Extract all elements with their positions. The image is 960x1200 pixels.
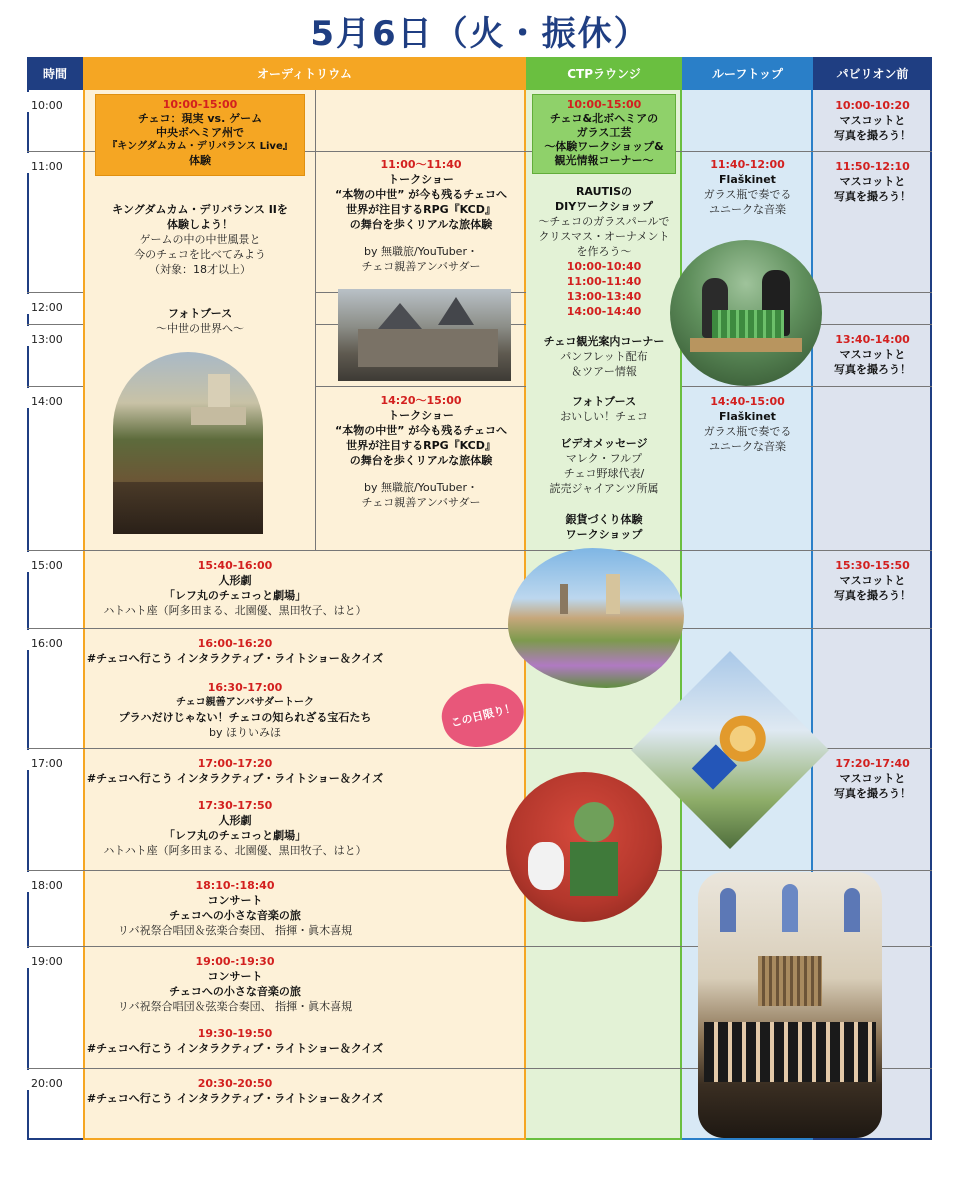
row-line [27, 386, 83, 387]
amb-time: 16:30-17:00 [207, 681, 283, 694]
concert2-name: チェコへの小さな音楽の旅 [169, 985, 301, 998]
puppet1-time: 15:40-16:00 [197, 559, 273, 572]
talk2-by: チェコ親善アンバサダー [361, 496, 481, 509]
puppet2-name: 「レフ丸のチェコっと劇場」 [163, 829, 307, 842]
flaskinet2-time: 14:40-15:00 [710, 395, 785, 408]
flaskinet2-desc: ガラス瓶で奏でる [703, 425, 792, 438]
rautis-slot: 14:00-14:40 [566, 305, 642, 318]
talk2-title: トークショー [388, 409, 454, 422]
medieval-photo-booth [85, 300, 315, 336]
talk-show-2 [316, 389, 526, 510]
video-desc: マレク・フルプ [565, 452, 643, 465]
rautis-desc: 〜チェコのガラスパールで [538, 215, 670, 228]
medieval-village-photo [113, 352, 263, 534]
puppet-show-1 [85, 552, 385, 618]
table-shape [690, 338, 802, 352]
ctp-booth-sub: おいしい！チェコ [560, 410, 648, 423]
puppet1-name: 「レフ丸のチェコっと劇場」 [163, 589, 307, 602]
concert2-time: 19:00-:19:30 [195, 955, 275, 968]
kcd2-experience [85, 196, 315, 277]
row-line [27, 628, 932, 629]
glass-craft-time: 10:00-15:00 [566, 98, 642, 111]
light-show-4 [85, 1070, 385, 1106]
light2-title: #チェコへ行こう インタラクティブ・ライトショー＆クイズ [86, 772, 384, 785]
time-1800: 18:00 [27, 872, 83, 892]
concert-2 [85, 948, 385, 1014]
light3-time: 19:30-19:50 [197, 1027, 273, 1040]
kcd-live-line: チェコ：現実 vs. ゲーム [137, 112, 263, 125]
talk2-time: 14:20〜15:00 [380, 394, 462, 407]
time-1900: 19:00 [27, 948, 83, 968]
kcd-live-line: 『キングダムカム・デリバランス Live』 [107, 141, 293, 152]
header-time: 時間 [27, 57, 83, 90]
talk2-line: “本物の中世” が今も残るチェコへ [335, 424, 507, 437]
bottles-shape [712, 310, 784, 338]
glass-craft-line: チェコ&北ボヘミアの [549, 112, 659, 125]
silver-title: ワークショップ [565, 528, 643, 541]
mascot-photo-3 [813, 326, 932, 377]
row-line [27, 292, 83, 293]
mascot-photo-1 [813, 92, 932, 143]
church-concert-photo [698, 872, 882, 1138]
castle-walls-shape [358, 329, 498, 367]
light4-time: 20:30-20:50 [197, 1077, 273, 1090]
concert1-time: 18:10-:18:40 [195, 879, 275, 892]
info-desc: ＆ツアー情報 [571, 365, 637, 378]
puppets-photo [506, 772, 662, 922]
ambassador-talk [85, 674, 405, 740]
talk1-by: by 無職旅/YouTuber・ [364, 245, 478, 258]
concert1-title: コンサート [207, 894, 263, 907]
rautis-desc: クリスマス・オーナメント [538, 230, 670, 243]
mascot3-line: マスコットと [839, 348, 906, 361]
kcd-live-line: 体験 [189, 154, 211, 167]
time-2000: 20:00 [27, 1070, 83, 1090]
glass-craft-line: 観光情報コーナー〜 [554, 154, 654, 167]
tourism-info-corner [526, 328, 682, 379]
castle-wall-shape [191, 407, 246, 425]
crowd-shape [113, 482, 263, 534]
ctp-photo-booth [526, 388, 682, 424]
light1-time: 16:00-16:20 [197, 637, 273, 650]
talk1-by: チェコ親善アンバサダー [361, 260, 481, 273]
mascot5-line: 写真を撮ろう！ [834, 787, 911, 800]
info-desc: パンフレット配布 [560, 350, 648, 363]
ctp-booth-title: フォトブース [571, 395, 637, 408]
glass-craft-line: ガラス工芸 [576, 126, 632, 139]
time-1400: 14:00 [27, 388, 83, 408]
light-show-3 [85, 1020, 385, 1056]
amb-subtitle: プラハだけじゃない！チェコの知られざる宝石たち [118, 711, 372, 724]
talk1-line: の舞台を歩くリアルな旅体験 [349, 218, 493, 231]
header-pavilion: パビリオン前 [813, 57, 932, 90]
flaskinet-musicians-photo [670, 240, 822, 386]
church-window-shape [720, 888, 736, 932]
kcd2-desc: ゲームの中の中世風景と [139, 233, 261, 246]
light2-time: 17:00-17:20 [197, 757, 273, 770]
castle-tower-shape [606, 574, 620, 614]
puppet-green-body-shape [570, 842, 618, 896]
row-line [27, 550, 932, 551]
rautis-title: DIYワークショップ [555, 200, 653, 213]
header-auditorium: オーディトリウム [83, 57, 526, 90]
mascot3-time: 13:40-14:00 [835, 333, 910, 346]
czech-town-photo [508, 548, 684, 688]
mascot3-line: 写真を撮ろう！ [834, 363, 911, 376]
castle-courtyard-photo [338, 289, 511, 381]
mascot2-line: マスコットと [839, 175, 906, 188]
light4-title: #チェコへ行こう インタラクティブ・ライトショー＆クイズ [86, 1092, 384, 1105]
flaskinet1-desc: ガラス瓶で奏でる [703, 188, 792, 201]
rautis-slot: 13:00-13:40 [566, 290, 642, 303]
light3-title: #チェコへ行こう インタラクティブ・ライトショー＆クイズ [86, 1042, 384, 1055]
flaskinet1-name: Flaškinet [719, 173, 776, 186]
video-title: ビデオメッセージ [560, 437, 648, 450]
mascot1-line: マスコットと [839, 114, 906, 127]
talk1-line: 世界が注目するRPG『KCD』 [346, 203, 496, 216]
row-line [682, 386, 932, 387]
light1-title: #チェコへ行こう インタラクティブ・ライトショー＆クイズ [86, 652, 384, 665]
light-show-2 [85, 750, 385, 786]
video-desc: 読売ジャイアンツ所属 [549, 482, 659, 495]
flaskinet2-name: Flaškinet [719, 410, 776, 423]
concert2-title: コンサート [207, 970, 263, 983]
booth-title: フォトブース [167, 307, 233, 320]
talk2-line: 世界が注目するRPG『KCD』 [346, 439, 496, 452]
time-1200: 12:00 [27, 294, 83, 314]
row-line [27, 324, 83, 325]
row-line [27, 870, 932, 871]
flaskinet1-time: 11:40-12:00 [710, 158, 785, 171]
glass-craft-box [532, 94, 676, 174]
row-line [813, 324, 932, 325]
rautis-workshop [526, 178, 682, 319]
flaskinet2-desc: ユニークな音楽 [709, 440, 786, 453]
mascot4-time: 15:30-15:50 [835, 559, 910, 572]
mascot-photo-4 [813, 552, 932, 603]
info-title: チェコ観光案内コーナー [543, 335, 665, 348]
light-show-1 [85, 630, 385, 666]
time-1500: 15:00 [27, 552, 83, 572]
talk1-title: トークショー [388, 173, 454, 186]
castle-roof-shape [378, 303, 422, 329]
silver-coin-workshop [526, 506, 682, 542]
church-window-shape [782, 884, 798, 932]
kcd2-desc: 今のチェコを比べてみよう [134, 248, 266, 261]
mascot-photo-5 [813, 750, 932, 801]
talk1-time: 11:00〜11:40 [380, 158, 462, 171]
mascot4-line: 写真を撮ろう！ [834, 589, 911, 602]
mascot1-line: 写真を撮ろう！ [834, 129, 911, 142]
puppet2-time: 17:30-17:50 [197, 799, 273, 812]
flaskinet-2 [682, 388, 813, 454]
rautis-title: RAUTISの [575, 185, 633, 198]
puppet1-title: 人形劇 [218, 574, 252, 587]
time-1000: 10:00 [27, 92, 83, 112]
amb-title: チェコ親善アンバサダートーク [175, 697, 315, 708]
row-line [813, 292, 932, 293]
organ-shape [758, 956, 822, 1006]
church-tower-shape [560, 584, 568, 614]
time-1700: 17:00 [27, 750, 83, 770]
mascot5-time: 17:20-17:40 [835, 757, 910, 770]
puppet1-cast: ハトハト座（阿多田まる、北園優、黒田牧子、はと） [103, 604, 367, 617]
mascot1-time: 10:00-10:20 [835, 99, 910, 112]
puppet-white-shape [528, 842, 564, 890]
kcd2-desc: （対象：18才以上） [149, 263, 251, 276]
silver-title: 銀貨づくり体験 [565, 513, 643, 526]
puppet2-title: 人形劇 [218, 814, 252, 827]
kcd2-title: キングダムカム・デリバランス IIを [112, 203, 288, 216]
mascot2-time: 11:50-12:10 [835, 160, 910, 173]
page-title: 5月6日（火・振休） [310, 14, 650, 54]
header-ctp-lounge: CTPラウンジ [526, 57, 682, 90]
video-message [526, 430, 682, 496]
mascot4-line: マスコットと [839, 574, 906, 587]
concert2-cast: リバ祝祭合唱団＆弦楽合奏団、 指揮・眞木喜規 [117, 1000, 353, 1013]
church-window-shape [844, 888, 860, 932]
rautis-desc: を作ろう〜 [576, 245, 632, 258]
concert-1 [85, 872, 385, 938]
header-rooftop: ルーフトップ [682, 57, 813, 90]
kcd2-title: 体験しよう！ [167, 218, 233, 231]
talk1-line: “本物の中世” が今も残るチェコへ [335, 188, 507, 201]
video-desc: チェコ野球代表/ [563, 467, 645, 480]
kcd-live-line: 中央ボヘミア州で [156, 126, 244, 139]
flaskinet-1 [682, 153, 813, 217]
glass-craft-line: 〜体験ワークショップ& [544, 140, 664, 153]
talk-show-1 [316, 153, 526, 274]
castle-roof-shape [438, 297, 474, 325]
puppet-green-head-shape [574, 802, 614, 842]
mascot5-line: マスコットと [839, 772, 906, 785]
talk2-by: by 無職旅/YouTuber・ [364, 481, 478, 494]
time-1300: 13:00 [27, 326, 83, 346]
time-column [27, 90, 83, 1140]
only-today-badge-text: この日限り！ [449, 701, 517, 730]
flaskinet1-desc: ユニークな音楽 [709, 203, 786, 216]
kcd-live-box [95, 94, 305, 176]
amb-by: by ほりいみほ [209, 726, 281, 739]
concert1-cast: リバ祝祭合唱団＆弦楽合奏団、 指揮・眞木喜規 [117, 924, 353, 937]
rautis-slot: 10:00-10:40 [566, 260, 642, 273]
mascot-photo-2 [813, 153, 932, 204]
mascot2-line: 写真を撮ろう！ [834, 190, 911, 203]
booth-subtitle: 〜中世の世界へ〜 [156, 322, 244, 335]
time-1600: 16:00 [27, 630, 83, 650]
puppet2-cast: ハトハト座（阿多田まる、北園優、黒田牧子、はと） [103, 844, 367, 857]
kcd-live-time: 10:00-15:00 [162, 98, 238, 111]
choir-shape [704, 1022, 876, 1082]
puppet-show-2 [85, 792, 385, 858]
row-line [315, 386, 526, 387]
rautis-slot: 11:00-11:40 [566, 275, 642, 288]
concert1-name: チェコへの小さな音楽の旅 [169, 909, 301, 922]
talk2-line: の舞台を歩くリアルな旅体験 [349, 454, 493, 467]
time-1100: 11:00 [27, 153, 83, 173]
